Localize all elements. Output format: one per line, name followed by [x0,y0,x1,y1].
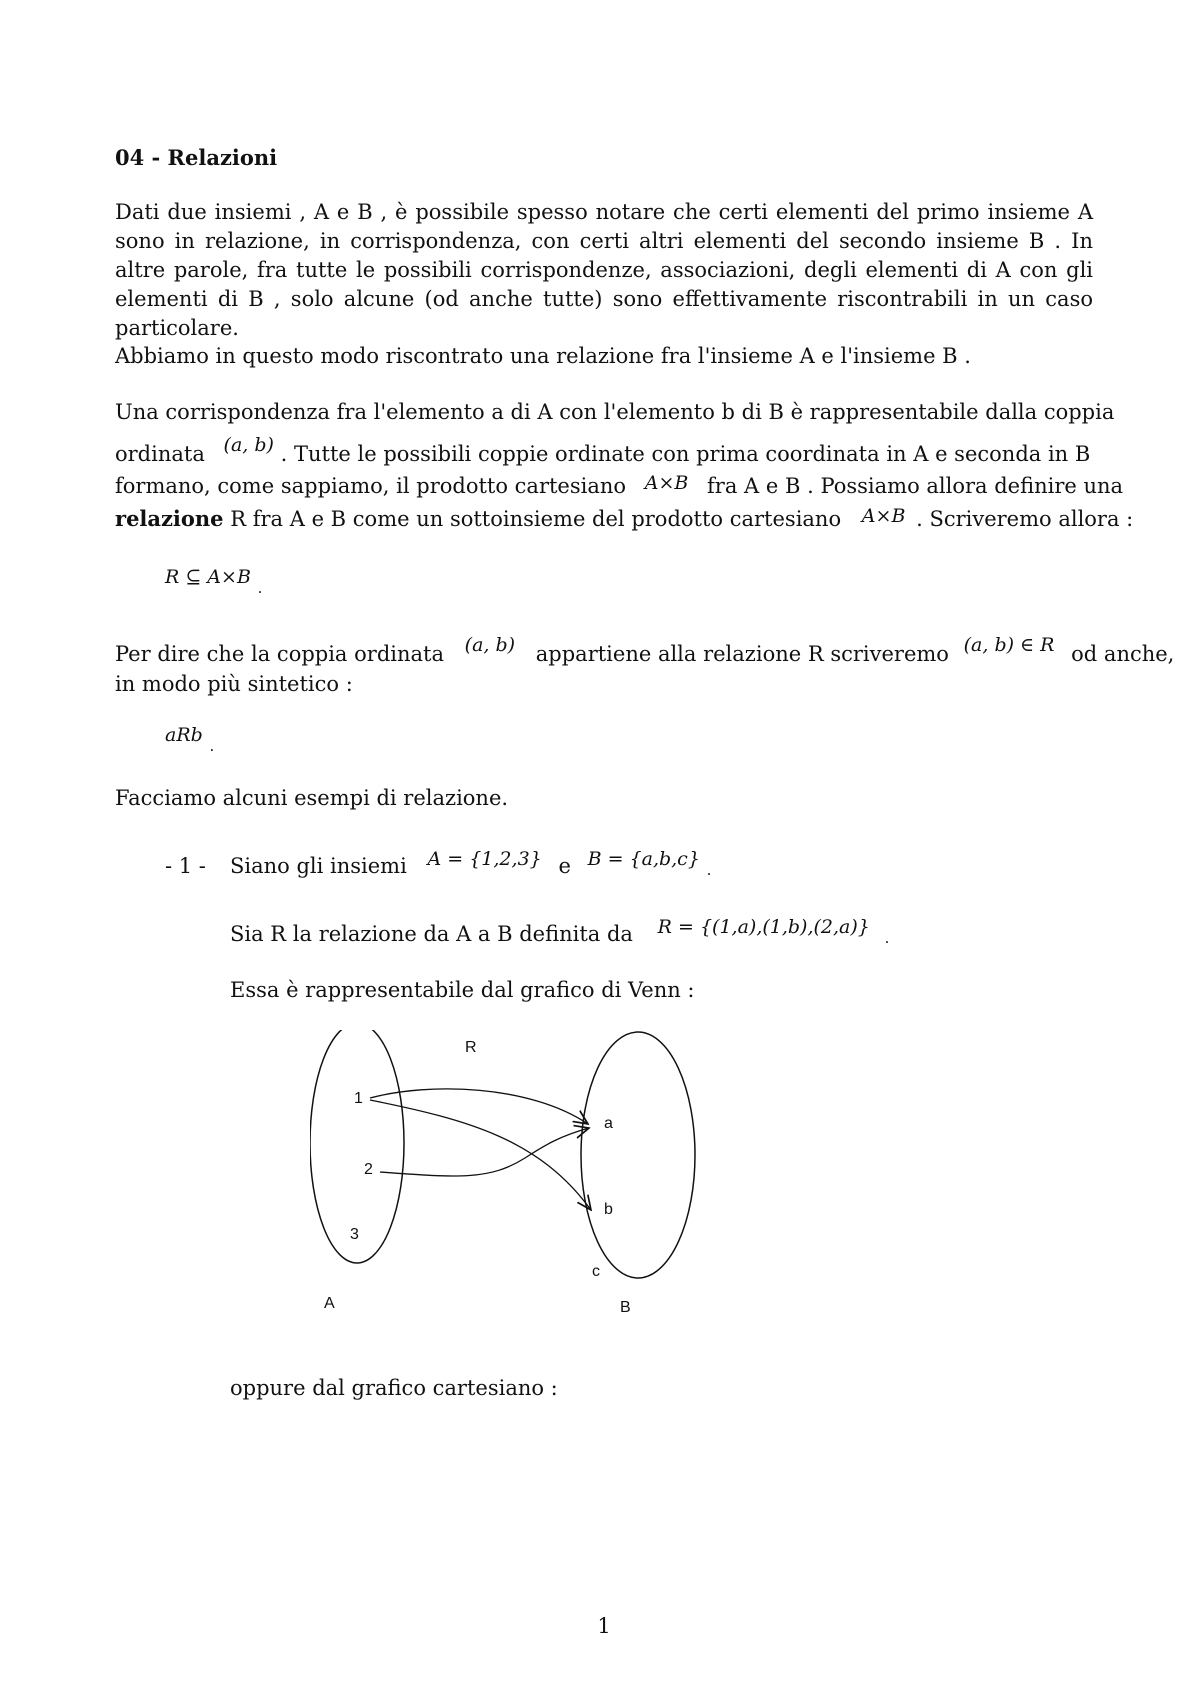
p4-line1 [115,634,1175,670]
example-number: - 1 - [165,854,206,878]
example-line3: Essa è rappresentabile dal grafico di Venn : [230,978,695,1002]
element-b: b [604,1201,613,1218]
formula-arb-dot: . [209,737,215,755]
paragraph-relation-text: Abbiamo in questo modo riscontrato una relazione fra l'insieme A e l'insieme B . [115,344,971,368]
formula-arb [165,720,215,755]
subset-formula: R ⊆ A×B [165,566,251,588]
p3-line4-text-b: . Scriveremo allora : [916,507,1134,531]
example-line1-e: e [558,854,571,878]
relation-label: R [465,1039,477,1056]
example-line2 [230,916,890,951]
page-number: 1 [597,1614,611,1638]
paragraph-intro-text: Dati due insiemi , A e B , è possibile spesso notare che certi elementi del primo insieme A sono in relazione, in corrispondenza, con certi altri elementi del secondo insieme B . In altre parole, fra tutte le possibili corrispondenze, associazioni, degli elementi di A con gli elementi di B , solo alcune (od anche tutte) sono effettivamente riscontrabili in un caso particolare. [115,200,1093,340]
element-2: 2 [364,1161,373,1178]
example-line2-dot: . [884,929,890,947]
paragraph-relation [115,342,1093,371]
paragraph-intro [115,198,1093,343]
p4-line2: in modo più sintetico : [115,672,353,696]
p3-line1: Una corrispondenza fra l'elemento a di A con l'elemento b di B è rappresentabile dalla coppia [115,400,1115,424]
element-a: a [604,1115,613,1132]
p3-line3 [115,472,1123,502]
set-a-label: A [324,1295,335,1312]
set-a-definition: A = {1,2,3} [427,848,542,870]
ordered-pair-formula-2: (a, b) [464,634,516,656]
relation-definition: R = {(1,a),(1,b),(2,a)} [657,916,870,938]
p3-line4-text-a: R fra A e B come un sottoinsieme del prodotto cartesiano [230,507,842,531]
relazione-term: relazione [115,506,224,531]
cartesian-product-formula-2: A×B [861,505,906,527]
membership-formula: (a, b) ∈ R [963,634,1055,656]
example-line1-text-a: Siano gli insiemi [230,854,407,878]
ordered-pair-formula: (a, b) [223,434,274,456]
example-line4: oppure dal grafico cartesiano : [230,1376,558,1400]
arb-formula: aRb [165,724,203,746]
example-line1-dot: . [706,861,712,879]
p3-line3-text-a: formano, come sappiamo, il prodotto cartesiano [115,474,627,498]
cartesian-product-formula: A×B [644,472,689,494]
set-b-definition: B = {a,b,c} [587,848,700,870]
set-b-label: B [620,1299,631,1316]
p3-line2-text-a: ordinata [115,442,205,466]
p3-line2 [115,434,1091,470]
p3-line3-text-b: fra A e B . Possiamo allora definire una [707,474,1124,498]
p4-line1-text-b: appartiene alla relazione R scriveremo [535,642,949,666]
example-line2-text-a: Sia R la relazione da A a B definita da [230,922,633,946]
element-c: c [592,1263,600,1280]
element-3: 3 [350,1226,359,1243]
example-line1 [230,848,712,883]
venn-diagram [310,1030,810,1330]
p4-line1-text-c: od anche, [1071,642,1175,666]
element-1: 1 [354,1090,363,1107]
paragraph-examples: Facciamo alcuni esempi di relazione. [115,786,509,810]
section-title: 04 - Relazioni [115,145,278,170]
p3-line2-text-b: . Tutte le possibili coppie ordinate con prima coordinata in A e seconda in B [280,442,1091,466]
arrow-2-a [380,1128,589,1176]
p3-line4 [115,504,1133,535]
set-b-ellipse [581,1032,695,1278]
formula-subset-dot: . [257,579,263,597]
formula-subset [165,562,263,597]
p4-line1-text-a: Per dire che la coppia ordinata [115,642,444,666]
